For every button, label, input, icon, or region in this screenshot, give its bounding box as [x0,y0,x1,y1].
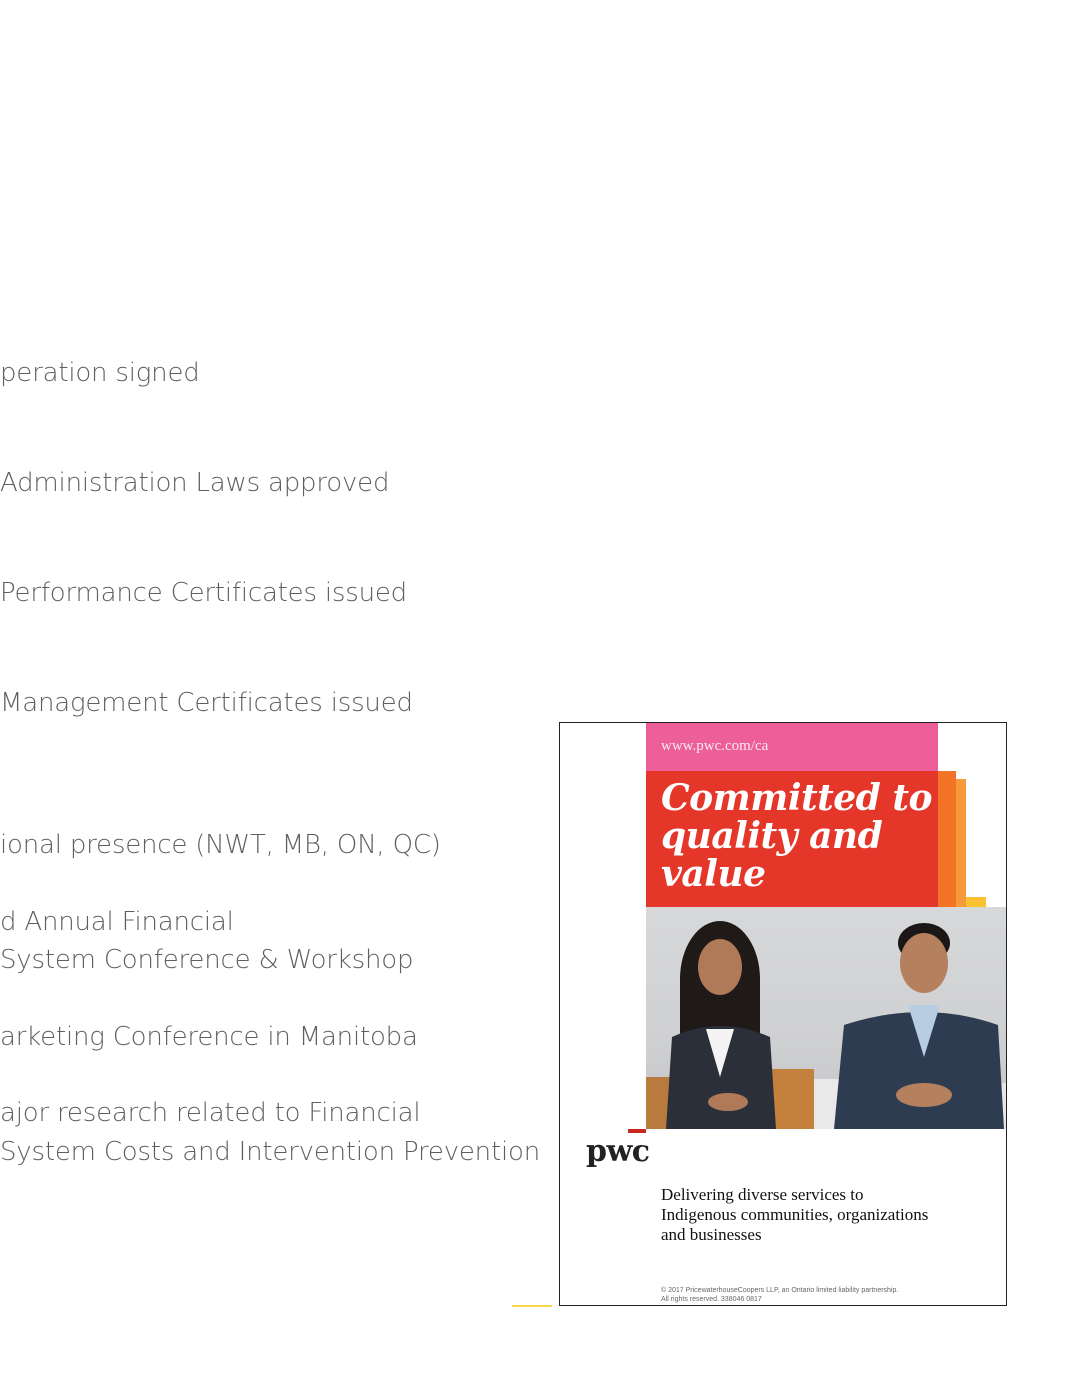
cover-tagline [661,1185,991,1245]
accent-rule [512,1305,552,1307]
cover-tagline-line-1: Delivering diverse services to [661,1185,864,1204]
timeline-conference-line-1: d Annual Financial [0,907,234,937]
pwc-logo: pwc [586,1134,650,1169]
timeline-marketing: arketing Conference in Manitoba [0,1022,418,1052]
cover-photo [646,907,1007,1129]
timeline-management-certs: Management Certificates issued [0,688,413,718]
cover-title-line-3: value [661,853,766,895]
cover-title-line-2: quality and [661,815,883,857]
amber-stripe [966,897,986,907]
cover-tagline-line-3: and businesses [661,1225,762,1244]
cover-legal-line-1: © 2017 PricewaterhouseCoopers LLP, an Ontario limited liability partnership. [661,1287,899,1294]
timeline-cooperation: peration signed [0,358,200,388]
cover-url: www.pwc.com/ca [661,738,769,754]
cover-title [661,779,941,893]
people-illustration [646,907,1007,1129]
timeline-regional-presence: ional presence (NWT, MB, ON, QC) [0,830,441,860]
brochure-cover [559,722,1007,1306]
light-orange-stripe [956,779,966,907]
timeline-research-line-2: System Costs and Intervention Prevention [0,1137,540,1167]
timeline-admin-laws: Administration Laws approved [0,468,390,498]
timeline-performance-certs: Performance Certificates issued [0,578,407,608]
timeline-research-line-1: ajor research related to Financial [0,1098,421,1128]
timeline-conference-line-2: System Conference & Workshop [0,945,414,975]
pwc-logo-mark [628,1129,646,1133]
cover-legal [661,1286,991,1304]
cover-tagline-line-2: Indigenous communities, organizations [661,1205,929,1224]
cover-title-line-1: Committed to [661,777,933,819]
cover-legal-line-2: All rights reserved. 338046 0817 [661,1296,762,1303]
